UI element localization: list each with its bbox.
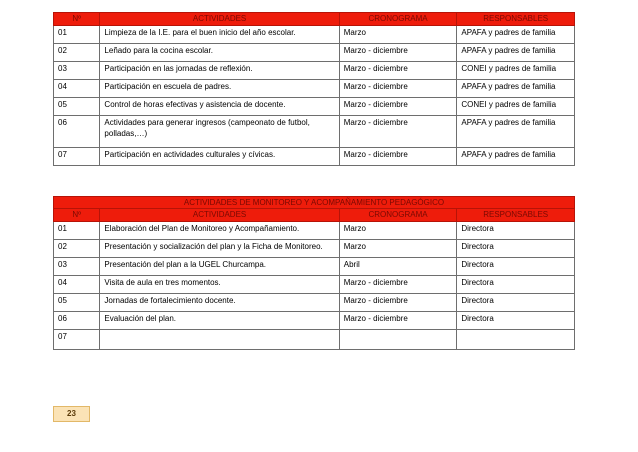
row-schedule: Marzo	[339, 26, 457, 44]
row-number: 02	[54, 240, 100, 258]
table-row	[54, 258, 575, 276]
monitoring-table-header	[54, 197, 575, 222]
row-activity: Limpieza de la I.E. para el buen inicio del año escolar.	[100, 26, 339, 44]
row-responsible: APAFA y padres de familia	[457, 80, 575, 98]
row-responsible: CONEI y padres de familia	[457, 62, 575, 80]
row-number: 03	[54, 62, 100, 80]
row-schedule	[339, 330, 457, 350]
row-responsible: APAFA y padres de familia	[457, 26, 575, 44]
row-responsible: Directora	[457, 222, 575, 240]
table-row	[54, 330, 575, 350]
table-row	[54, 98, 575, 116]
row-activity: Visita de aula en tres momentos.	[100, 276, 339, 294]
row-number: 01	[54, 26, 100, 44]
row-activity: Participación en actividades culturales y cívicas.	[100, 148, 339, 166]
row-responsible: Directora	[457, 312, 575, 330]
column-header-number: Nº	[54, 13, 100, 26]
row-number: 01	[54, 222, 100, 240]
row-activity: Leñado para la cocina escolar.	[100, 44, 339, 62]
row-responsible: Directora	[457, 276, 575, 294]
row-activity: Actividades para generar ingresos (campeonato de futbol, polladas,…)	[100, 116, 339, 148]
row-schedule: Marzo - diciembre	[339, 80, 457, 98]
table-row	[54, 116, 575, 148]
row-schedule: Marzo - diciembre	[339, 148, 457, 166]
page-number: 23	[53, 406, 90, 422]
table-row	[54, 80, 575, 98]
title-row	[54, 197, 575, 209]
row-schedule: Marzo - diciembre	[339, 44, 457, 62]
row-schedule: Marzo - diciembre	[339, 116, 457, 148]
table-row	[54, 240, 575, 258]
row-number: 04	[54, 80, 100, 98]
row-activity: Participación en escuela de padres.	[100, 80, 339, 98]
column-header-schedule: CRONOGRAMA	[339, 209, 457, 222]
monitoring-table-title: ACTIVIDADES DE MONITOREO Y ACOMPAÑAMIENTO PEDAGÓGICO	[54, 197, 575, 209]
column-header-schedule: CRONOGRAMA	[339, 13, 457, 26]
row-responsible: APAFA y padres de familia	[457, 44, 575, 62]
column-header-responsible: RESPONSABLES	[457, 13, 575, 26]
row-schedule: Marzo - diciembre	[339, 276, 457, 294]
row-activity: Presentación y socialización del plan y la Ficha de Monitoreo.	[100, 240, 339, 258]
row-schedule: Marzo - diciembre	[339, 294, 457, 312]
row-activity: Control de horas efectivas y asistencia de docente.	[100, 98, 339, 116]
row-activity: Elaboración del Plan de Monitoreo y Acompañamiento.	[100, 222, 339, 240]
table-row	[54, 62, 575, 80]
row-responsible: Directora	[457, 240, 575, 258]
column-header-responsible: RESPONSABLES	[457, 209, 575, 222]
row-activity: Jornadas de fortalecimiento docente.	[100, 294, 339, 312]
table-row	[54, 222, 575, 240]
table-row	[54, 26, 575, 44]
header-row	[54, 13, 575, 26]
activities-table	[53, 12, 575, 166]
table-row	[54, 294, 575, 312]
row-number: 03	[54, 258, 100, 276]
column-header-activities: ACTIVIDADES	[100, 13, 339, 26]
column-header-number: Nº	[54, 209, 100, 222]
row-schedule: Marzo - diciembre	[339, 312, 457, 330]
row-activity: Evaluación del plan.	[100, 312, 339, 330]
row-number: 05	[54, 294, 100, 312]
row-schedule: Marzo	[339, 222, 457, 240]
row-activity	[100, 330, 339, 350]
row-number: 04	[54, 276, 100, 294]
row-number: 05	[54, 98, 100, 116]
row-responsible: CONEI y padres de familia	[457, 98, 575, 116]
table-row	[54, 312, 575, 330]
activities-table-header	[54, 13, 575, 26]
row-responsible: APAFA y padres de familia	[457, 148, 575, 166]
row-responsible: Directora	[457, 258, 575, 276]
table-row	[54, 148, 575, 166]
monitoring-table	[53, 196, 575, 350]
row-number: 07	[54, 148, 100, 166]
row-schedule: Marzo - diciembre	[339, 62, 457, 80]
row-activity: Participación en las jornadas de reflexión.	[100, 62, 339, 80]
row-number: 06	[54, 312, 100, 330]
header-row	[54, 209, 575, 222]
table-row	[54, 276, 575, 294]
row-schedule: Marzo - diciembre	[339, 98, 457, 116]
row-number: 02	[54, 44, 100, 62]
row-responsible: Directora	[457, 294, 575, 312]
row-number: 06	[54, 116, 100, 148]
column-header-activities: ACTIVIDADES	[100, 209, 339, 222]
row-schedule: Marzo	[339, 240, 457, 258]
row-schedule: Abril	[339, 258, 457, 276]
row-activity: Presentación del plan a la UGEL Churcampa.	[100, 258, 339, 276]
row-number: 07	[54, 330, 100, 350]
row-responsible	[457, 330, 575, 350]
table-row	[54, 44, 575, 62]
row-responsible: APAFA y padres de familia	[457, 116, 575, 148]
